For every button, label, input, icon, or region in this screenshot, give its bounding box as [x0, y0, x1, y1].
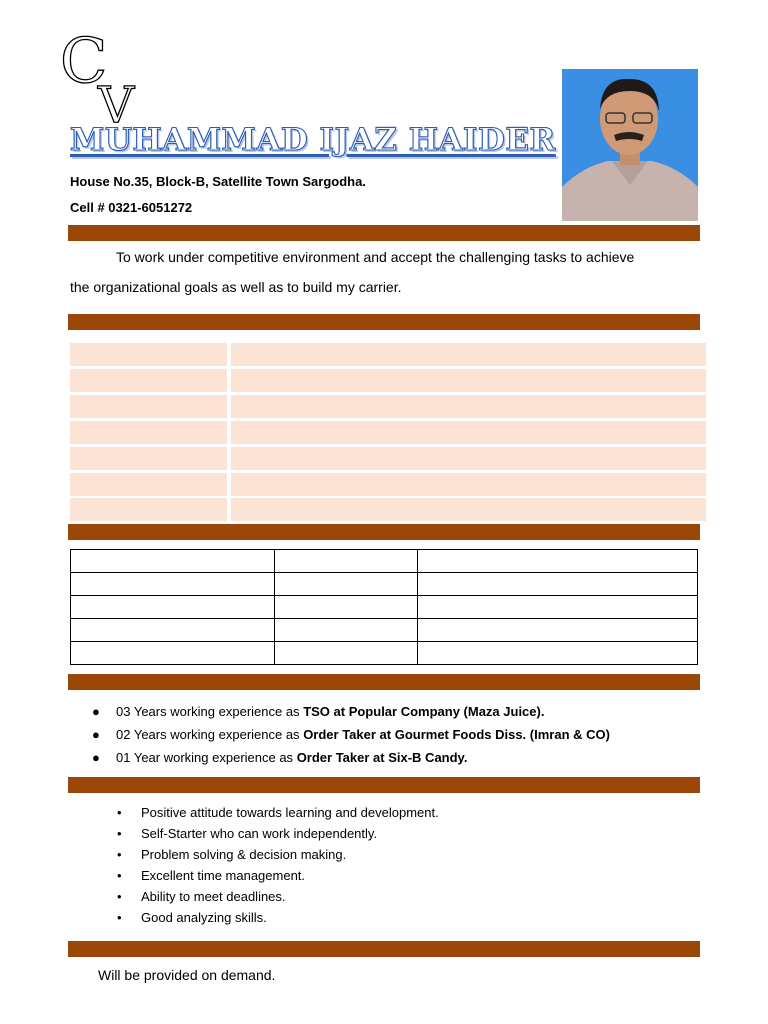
profile-photo: [562, 69, 698, 221]
table-row: [71, 642, 698, 665]
table-row: [71, 550, 698, 573]
objective-line-1: To work under competitive environment and accept the challenging tasks to achieve: [116, 249, 635, 265]
table-row: [68, 421, 706, 444]
skill-text: Positive attitude towards learning and development.: [141, 805, 439, 820]
phone-text: Cell # 0321-6051272: [70, 200, 193, 215]
personal-info-table: [68, 343, 706, 521]
bullet-icon: ●: [92, 750, 100, 765]
skill-text: Ability to meet deadlines.: [141, 889, 286, 904]
section-bar-references: [68, 941, 700, 957]
table-row: [68, 369, 706, 392]
table-row: [71, 573, 698, 596]
bullet-icon: •: [117, 868, 122, 883]
education-table: [70, 549, 698, 665]
table-row: [68, 343, 706, 366]
section-bar-objective: [68, 225, 700, 241]
bullet-icon: •: [117, 847, 122, 862]
skill-text: Excellent time management.: [141, 868, 306, 883]
experience-prefix: 02 Years working experience as: [116, 727, 304, 742]
skill-text: Problem solving & decision making.: [141, 847, 347, 862]
references-text: Will be provided on demand.: [98, 967, 276, 983]
skill-text: Good analyzing skills.: [141, 910, 267, 925]
bullet-icon: ●: [92, 727, 100, 742]
section-bar-personal-info: [68, 314, 700, 330]
bullet-icon: •: [117, 910, 122, 925]
section-bar-experience: [68, 674, 700, 690]
table-row: [68, 473, 706, 496]
address-text: House No.35, Block-B, Satellite Town Sargodha.: [70, 174, 366, 189]
bullet-icon: •: [117, 889, 122, 904]
table-row: [68, 447, 706, 470]
experience-prefix: 03 Years working experience as: [116, 704, 304, 719]
candidate-name: MUHAMMAD IJAZ HAIDER: [70, 122, 556, 158]
table-row: [71, 619, 698, 642]
cv-logo-c: C: [60, 30, 108, 97]
bullet-icon: ●: [92, 704, 100, 719]
objective-line-2: the organizational goals as well as to build my carrier.: [70, 279, 402, 295]
bullet-icon: •: [117, 826, 122, 841]
section-bar-education: [68, 524, 700, 540]
skill-text: Self-Starter who can work independently.: [141, 826, 378, 841]
table-row: [68, 498, 706, 521]
experience-role: TSO at Popular Company (Maza Juice).: [303, 704, 545, 719]
table-row: [71, 596, 698, 619]
table-row: [68, 395, 706, 418]
cv-logo: [58, 30, 158, 125]
cv-logo-v: V: [98, 76, 135, 125]
experience-role: Order Taker at Six-B Candy.: [296, 750, 468, 765]
section-bar-skills: [68, 777, 700, 793]
experience-role: Order Taker at Gourmet Foods Diss. (Imran & CO): [303, 727, 610, 742]
experience-prefix: 01 Year working experience as: [116, 750, 297, 765]
bullet-icon: •: [117, 805, 122, 820]
